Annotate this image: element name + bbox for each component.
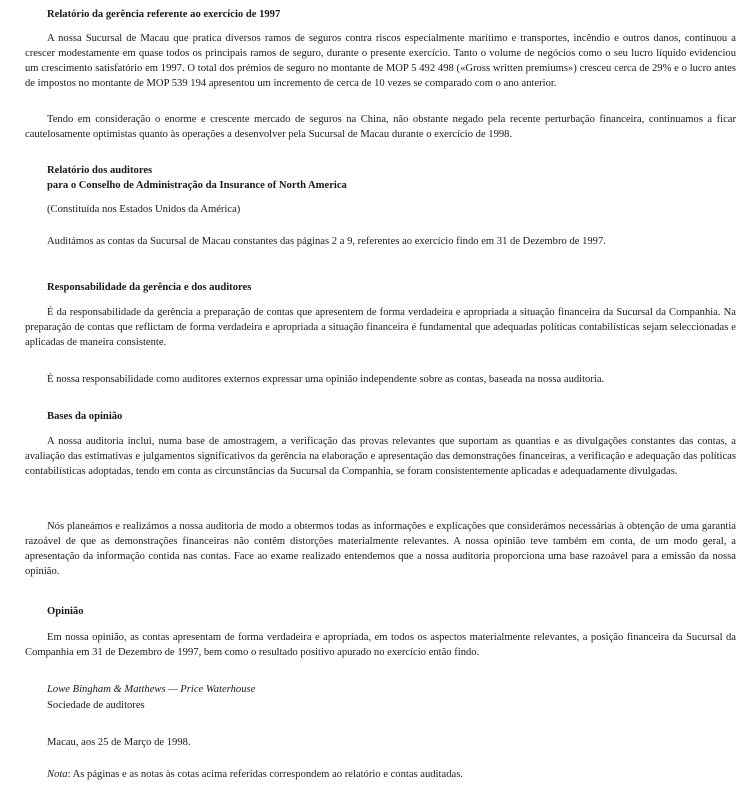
footnote	[47, 767, 463, 782]
responsibility-paragraph-1: É da responsabilidade da gerência a preparação de contas que apresentem de forma verdadeira e apropriada a situação financeira da Sucursal da Companhia. Na preparação de contas que reflictam de forma verdadeira e apropriada a situação financeira é fundamental que adequadas políticas contabilísticas sejam seleccionadas e aplicadas de maneira consistente.	[25, 307, 736, 348]
constitution-note: (Constituída nos Estados Unidos da América)	[47, 204, 241, 215]
footnote-text: : As páginas e as notas às cotas acima referidas correspondem ao relatório e contas auditadas.	[67, 769, 463, 780]
place-date: Macau, aos 25 de Março de 1998.	[47, 737, 191, 748]
management-paragraph-1: A nossa Sucursal de Macau que pratica diversos ramos de seguros contra riscos especialmente marítimo e transportes, incêndio e outros danos, continuou a crescer modestamente em quase todos os principais ramos de seguro, durante o presente exercício. Tanto o volume de negócios como o seu lucro líquido evidenciou um crescimento satisfatório em 1997. O total dos prémios de seguro no montante de MOP 5 492 498 («Gross written premiums») cresceu cerca de 29% e o lucro antes de impostos no montante de MOP 539 194 apresentou um incremento de cerca de 10 vezes se comparado com o ano anterior.	[25, 33, 736, 89]
management-report-heading: Relatório da gerência referente ao exercício de 1997	[47, 9, 281, 20]
opinion-heading: Opinião	[47, 606, 84, 617]
management-paragraph-2: Tendo em consideração o enorme e crescente mercado de seguros na China, não obstante negado pela recente perturbação financeira, continuamos a ficar cautelosamente optimistas quanto às operações a desenvolver pela Sucursal de Macau durante o exercício de 1998.	[25, 114, 736, 140]
auditor-role: Sociedade de auditores	[47, 700, 145, 711]
auditors-report-heading-line1: Relatório dos auditores	[47, 165, 153, 176]
basis-paragraph-2: Nós planeámos e realizámos a nossa auditoria de modo a obtermos todas as informações e explicações que considerámos necessárias à obtenção de uma garantia razoável de que as demonstrações financeiras não contêm distorções materialmente relevantes. A nossa opinião teve também em conta, de um modo geral, a apresentação da informação contida nas contas. Face ao exame realizado entendemos que a nossa auditoria proporciona uma base razoável para a emissão da nossa opinião.	[25, 521, 736, 577]
responsibility-heading: Responsabilidade da gerência e dos auditores	[47, 282, 252, 293]
audit-scope-paragraph: Auditámos as contas da Sucursal de Macau constantes das páginas 2 a 9, referentes ao exercício findo em 31 de Dezembro de 1997.	[47, 236, 606, 247]
auditors-report-heading-line2: para o Conselho de Administração da Insurance of North America	[47, 180, 347, 191]
footnote-label: Nota	[47, 769, 68, 780]
responsibility-paragraph-2: É nossa responsabilidade como auditores externos expressar uma opinião independente sobre as contas, baseada na nossa auditoria.	[47, 374, 605, 385]
basis-paragraph-1: A nossa auditoria inclui, numa base de amostragem, a verificação das provas relevantes que suportam as quantias e as divulgações constantes das contas, a avaliação das estimativas e julgamentos significativos da gerência na elaboração e apresentação das demonstrações financeiras, a verificação e adequação das políticas contabilísticas adoptadas, tendo em conta as circunstâncias da Sucursal da Companhia, se foram consistentemente aplicadas e adequadamente divulgadas.	[25, 436, 736, 477]
auditor-firm-signature: Lowe Bingham & Matthews — Price Waterhouse	[47, 684, 256, 695]
opinion-paragraph: Em nossa opinião, as contas apresentam de forma verdadeira e apropriada, em todos os aspectos materialmente relevantes, a posição financeira da Sucursal da Companhia em 31 de Dezembro de 1997, bem como o resultado positivo apurado no exercício então findo.	[25, 632, 736, 658]
basis-heading: Bases da opinião	[47, 411, 123, 422]
